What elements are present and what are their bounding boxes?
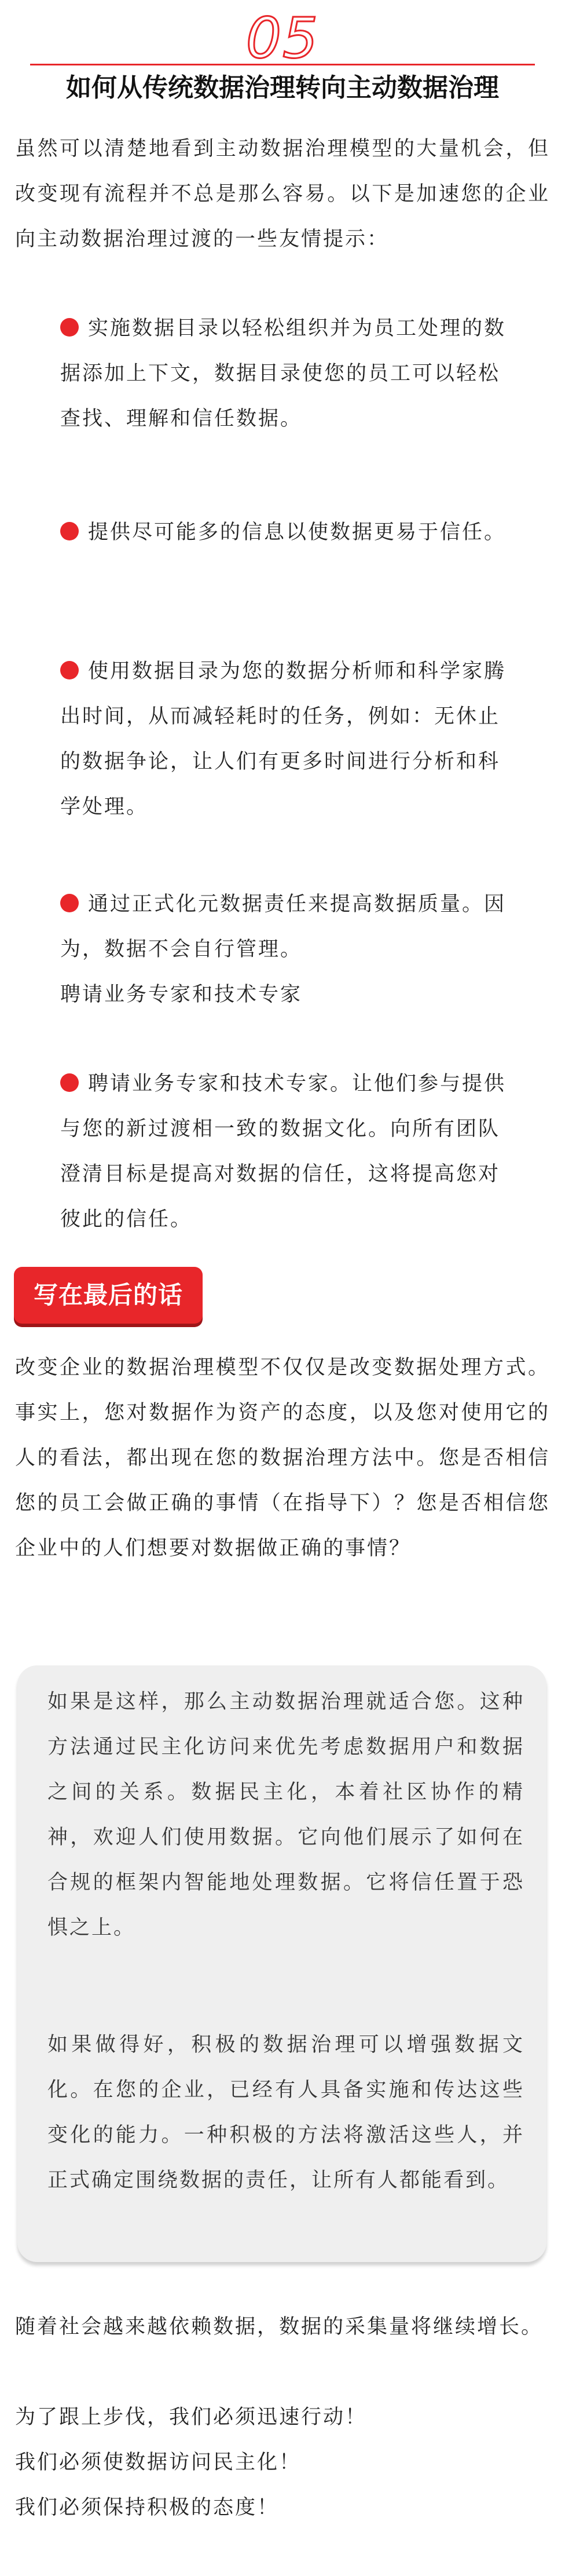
section-number: 05 — [245, 6, 320, 71]
final-words-label — [14, 1267, 203, 1324]
tip-text: 聘请业务专家和技术专家。让他们参与提供与您的新过渡相一致的数据文化。向所有团队澄清目标是提高对数据的信任，这将提高您对彼此的信任。 — [60, 1072, 507, 1231]
red-dot-icon — [60, 894, 79, 912]
tip-text: 实施数据目录以轻松组织并为员工处理的数据添加上下文，数据目录使您的员工可以轻松查找、理解和信任数据。 — [60, 317, 507, 430]
red-dot-icon — [60, 1073, 79, 1092]
tip-extra-line: 聘请业务专家和技术专家 — [60, 983, 303, 1006]
final-words-paragraph: 改变企业的数据治理模型不仅仅是改变数据处理方式。事实上，您对数据作为资产的态度，以及您对使用它的人的看法，都出现在您的数据治理方法中。您是否相信您的员工会做正确的事情（在指导下）？您是否相信您企业中的人们想要对数据做正确的事情？ — [15, 1356, 550, 1560]
tip-text: 通过正式化元数据责任来提高数据质量。因为，数据不会自行管理。 — [60, 893, 507, 961]
closing-line: 为了跟上步伐，我们必须迅速行动！ — [15, 2406, 368, 2429]
closing-line: 随着社会越来越依赖数据，数据的采集量将继续增长。 — [15, 2315, 544, 2339]
tip-item — [60, 1061, 518, 1242]
intro-paragraph: 虽然可以清楚地看到主动数据治理模型的大量机会，但改变现有流程并不总是那么容易。以下是加速您的企业向主动数据治理过渡的一些友情提示： — [15, 137, 550, 251]
tip-text: 使用数据目录为您的数据分析师和科学家腾出时间，从而减轻耗时的任务，例如：无休止的数据争论，让人们有更多时间进行分析和科学处理。 — [60, 660, 507, 819]
closing-line: 我们必须使数据访问民主化！ — [15, 2451, 302, 2474]
quote-card — [17, 1665, 546, 2262]
quote-card-paragraph-2: 如果做得好，积极的数据治理可以增强数据文化。在您的企业，已经有人具备实施和传达这些变化的能力。一种积极的方法将激活这些人，并正式确定围绕数据的责任，让所有人都能看到。 — [47, 2033, 524, 2192]
red-dot-icon — [60, 661, 79, 679]
tip-item — [60, 510, 518, 555]
red-dot-icon — [60, 318, 79, 337]
final-words-label-text: 写在最后的话 — [33, 1281, 183, 1309]
quote-card-paragraph-1: 如果是这样，那么主动数据治理就适合您。这种方法通过民主化访问来优先考虑数据用户和数据之间的关系。数据民主化，本着社区协作的精神，欢迎人们使用数据。它向他们展示了如何在合规的框架内智能地处理数据。它将信任置于恐惧之上。 — [47, 1690, 524, 1939]
section-title: 如何从传统数据治理转向主动数据治理 — [66, 73, 499, 103]
tip-text: 提供尽可能多的信息以使数据更易于信任。 — [88, 521, 507, 544]
closing-line: 我们必须保持积极的态度！ — [15, 2496, 280, 2519]
red-dot-icon — [60, 522, 79, 540]
tip-item — [60, 649, 518, 830]
section-header — [0, 0, 565, 116]
tip-item — [60, 306, 518, 441]
tip-item — [60, 882, 518, 1017]
